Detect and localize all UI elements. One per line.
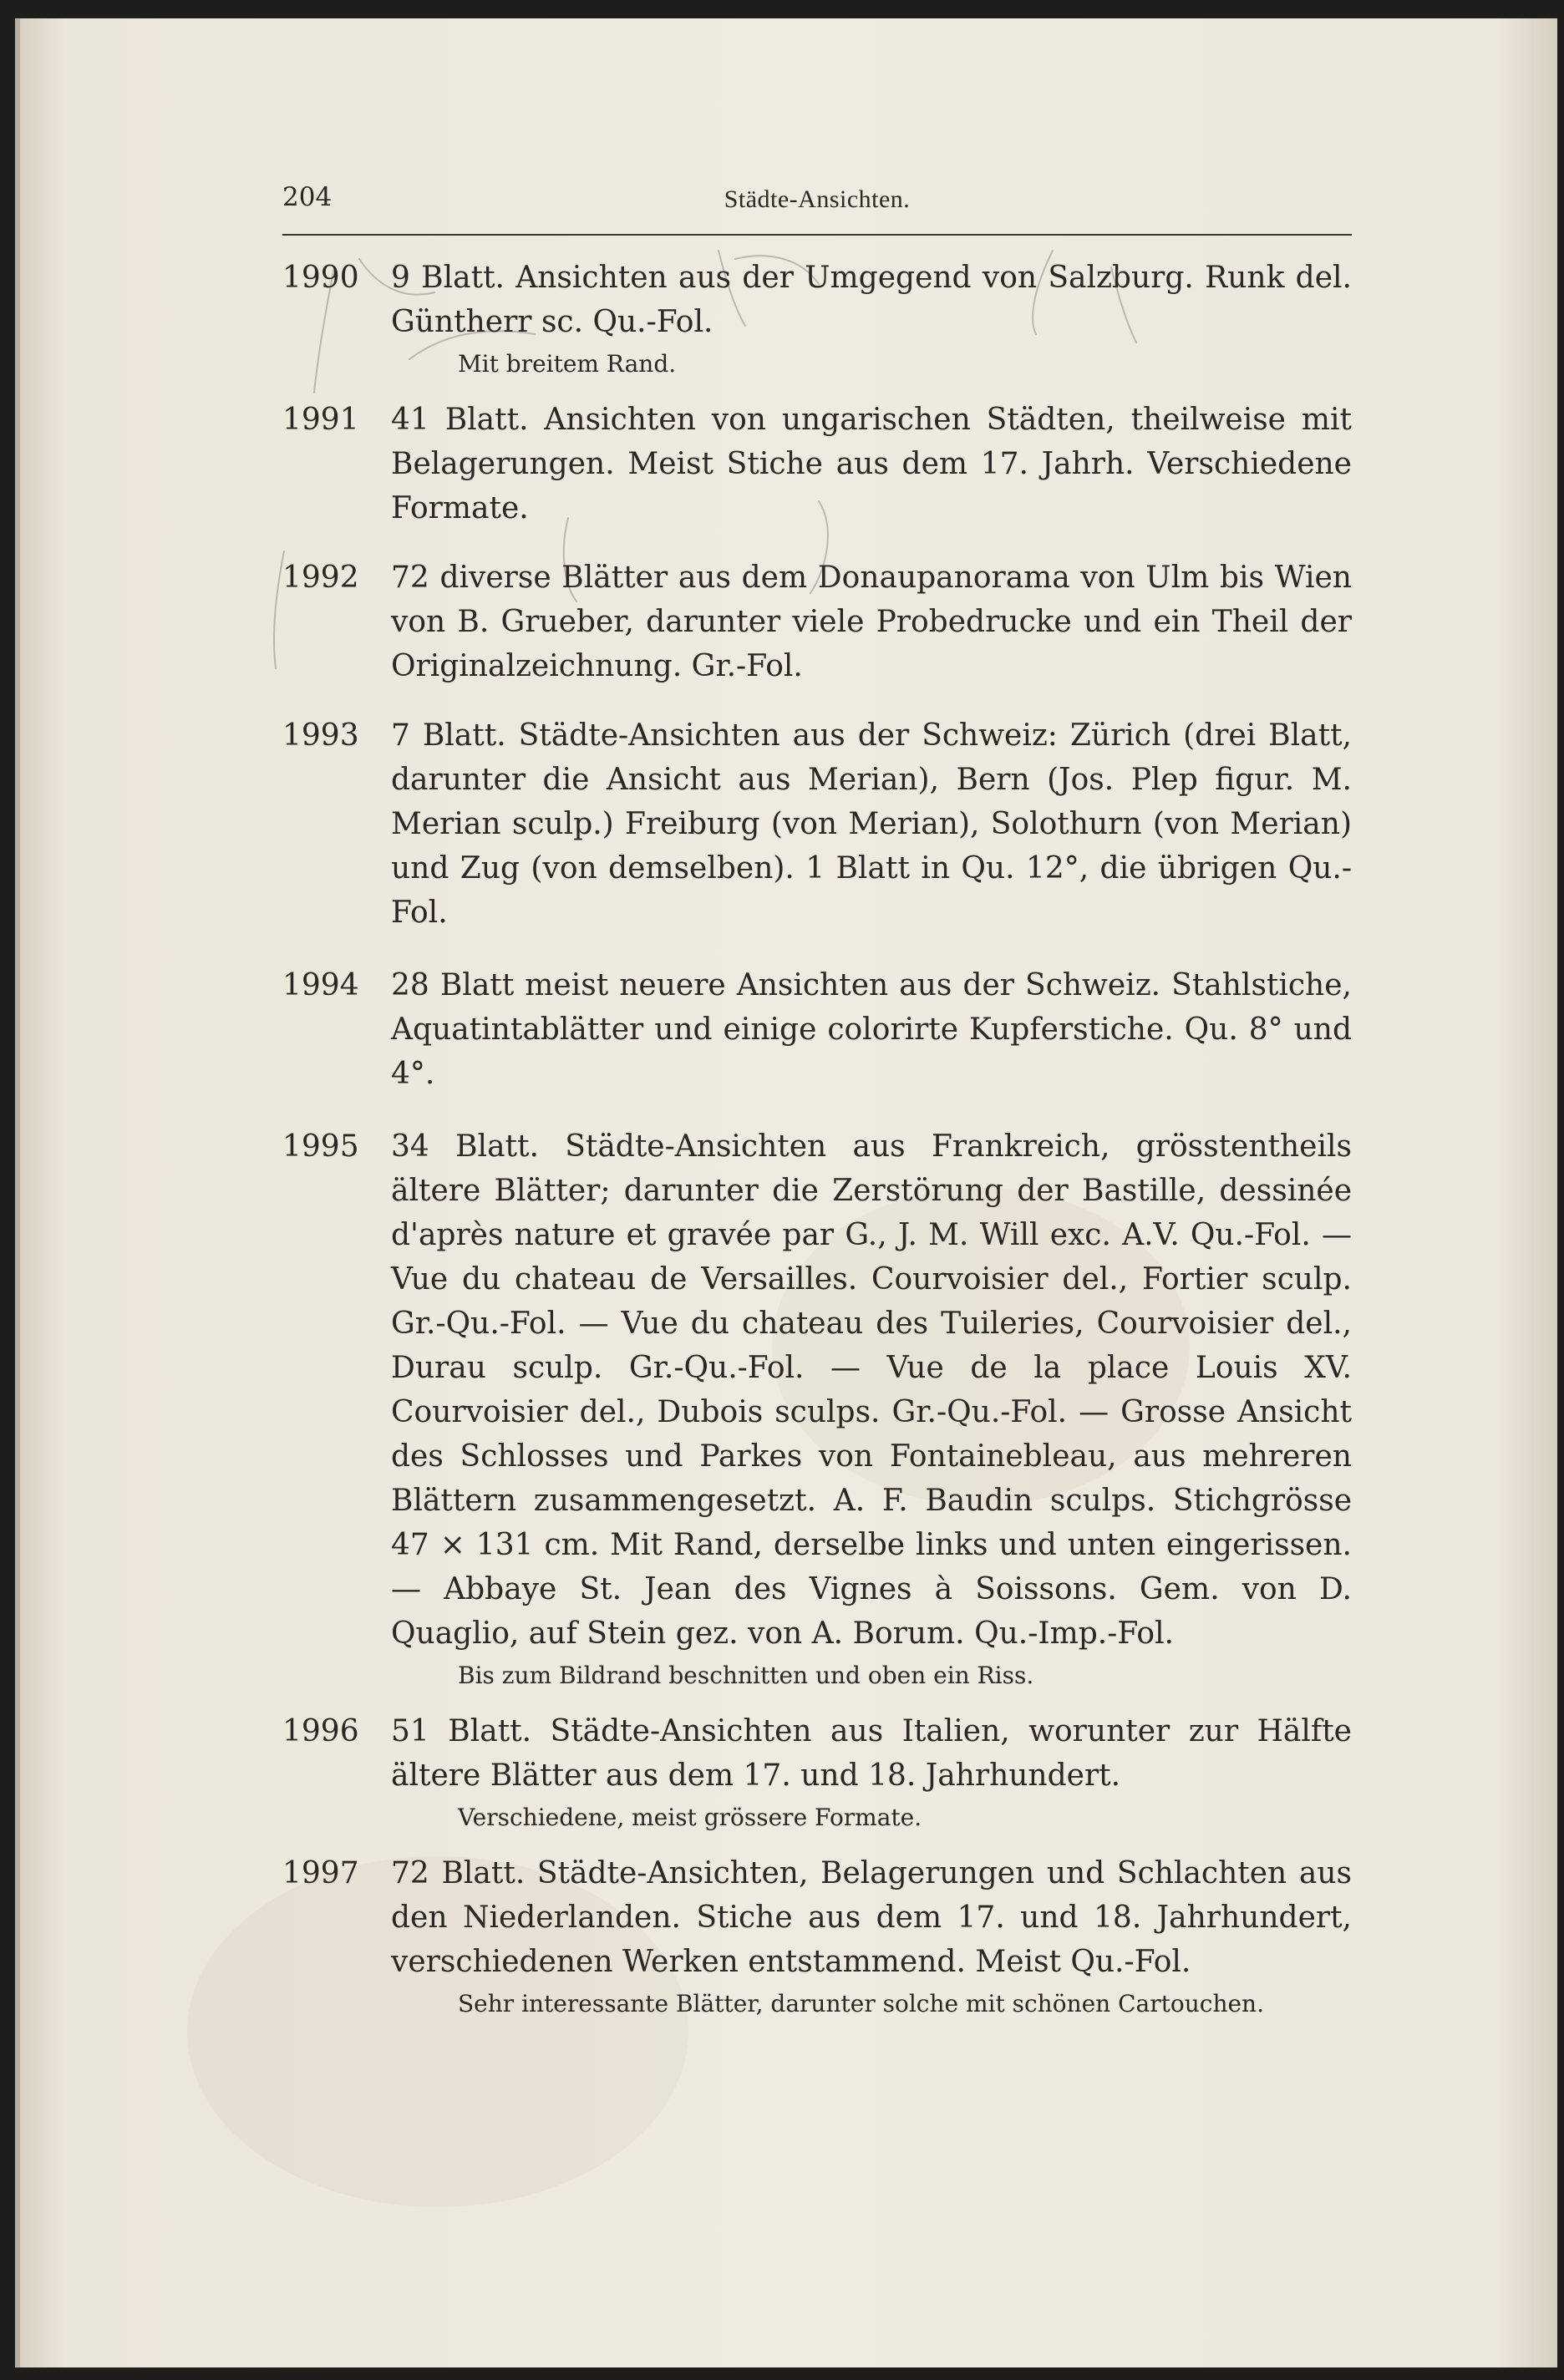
catalogue-entry [282, 713, 1352, 935]
entry-text: 28 Blatt meist neuere Ansichten aus der Schweiz. Stahlstiche, Aquatintablätter und einige colorirte Kupferstiche. Qu. 8° und 4°. [391, 968, 1352, 1091]
catalogue-entry [282, 1851, 1352, 2022]
lot-number: 1994 [282, 968, 359, 1002]
entry-text: 9 Blatt. Ansichten aus der Umgegend von Salzburg. Runk del. Güntherr sc. Qu.-Fol. [391, 261, 1352, 339]
entry-note: Verschiedene, meist grössere Formate. [458, 1804, 922, 1831]
catalogue-entry [282, 1709, 1352, 1836]
lot-number: 1996 [282, 1714, 359, 1748]
entry-text: 72 diverse Blätter aus dem Donaupanorama von Ulm bis Wien von B. Grueber, darunter viele Probedrucke und ein Theil der Originalzeichnung. Gr.-Fol. [391, 561, 1352, 683]
lot-number: 1990 [282, 261, 359, 295]
entry-text: 51 Blatt. Städte-Ansichten aus Italien, worunter zur Hälfte ältere Blätter aus dem 17. und 18. Jahrhundert. [391, 1714, 1352, 1793]
lot-number: 1992 [282, 561, 359, 595]
catalogue-entry [282, 398, 1352, 530]
page-header [282, 182, 1352, 236]
lot-number: 1993 [282, 718, 359, 753]
entry-text: 41 Blatt. Ansichten von ungarischen Städten, theilweise mit Belagerungen. Meist Stiche aus dem 17. Jahrh. Verschiedene Formate. [391, 403, 1352, 525]
running-title: Städte-Ansichten. [724, 185, 911, 213]
entry-text: 34 Blatt. Städte-Ansichten aus Frankreich, grösstentheils ältere Blätter; darunter die Zerstörung der Bastille, dessinée d'après nature et gravée par G., J. M. Will exc. A.V. Qu.-Fol. — Vue du chateau de Versailles. Courvoisier del., Fortier sculp. Gr.-Qu.-Fol. — Vue du chateau des Tuileries, Courvoisier del., Durau sculp. Gr.-Qu.-Fol. — Vue de la place Louis XV. Courvoisier del., Dubois sculps. Gr.-Qu.-Fol. — Grosse Ansicht des Schlosses und Parkes von Fontainebleau, aus mehreren Blättern zusammengesetzt. A. F. Baudin sculps. Stichgrösse 47 × 131 cm. Mit Rand, derselbe links und unten eingerissen. — Abbaye St. Jean des Vignes à Soissons. Gem. von D. Quaglio, auf Stein gez. von A. Borum. Qu.-Imp.-Fol. [391, 1129, 1352, 1651]
entry-text: 72 Blatt. Städte-Ansichten, Belagerungen und Schlachten aus den Niederlanden. Stiche aus dem 17. und 18. Jahrhundert, verschiedenen Werken entstammend. Meist Qu.-Fol. [391, 1856, 1352, 1979]
page-number: 204 [282, 182, 333, 212]
entry-text: 7 Blatt. Städte-Ansichten aus der Schweiz: Zürich (drei Blatt, darunter die Ansicht aus Merian), Bern (Jos. Plep figur. M. Merian sculp.) Freiburg (von Merian), Solothurn (von Merian) und Zug (von demselben). 1 Blatt in Qu. 12°, die übrigen Qu.-Fol. [391, 718, 1352, 930]
entry-note: Mit breitem Rand. [458, 350, 677, 378]
entry-note: Sehr interessante Blätter, darunter solche mit schönen Cartouchen. [458, 1990, 1264, 2017]
lot-number: 1991 [282, 403, 359, 437]
catalogue-entry [282, 556, 1352, 688]
lot-number: 1995 [282, 1129, 359, 1164]
catalogue-entry [282, 256, 1352, 383]
catalogue-entry [282, 1124, 1352, 1694]
lot-number: 1997 [282, 1856, 359, 1890]
entry-note: Bis zum Bildrand beschnitten und oben ein Riss. [458, 1662, 1034, 1689]
catalogue-entry [282, 963, 1352, 1096]
catalogue-entries [282, 256, 1352, 2022]
